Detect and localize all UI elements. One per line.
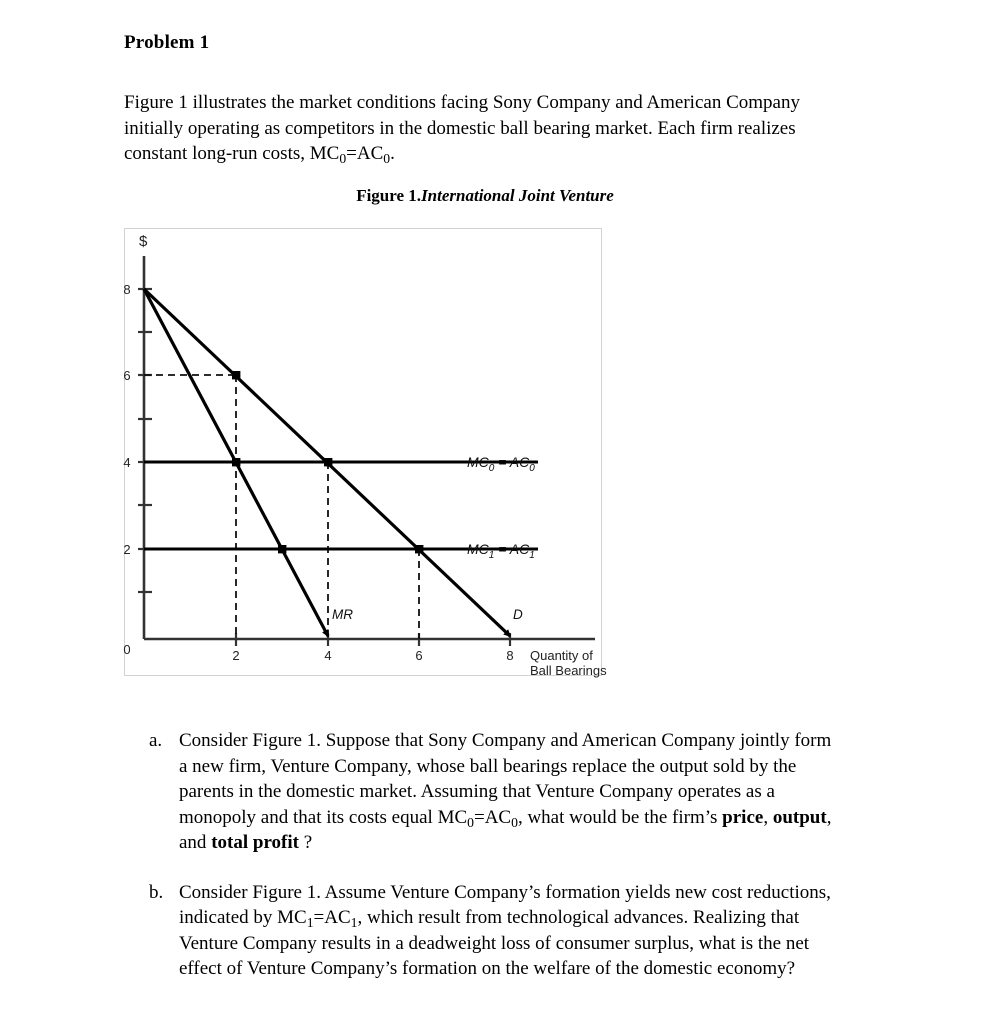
mc1-label-text: MC bbox=[467, 541, 489, 557]
data-point-2-4 bbox=[232, 458, 240, 466]
data-point-6-2 bbox=[415, 545, 423, 553]
mc0-ac0-label bbox=[467, 454, 535, 474]
y-tick-label-8: 8 bbox=[123, 282, 131, 297]
page-title: Problem 1 bbox=[124, 32, 210, 53]
ac1-label-text: AC bbox=[509, 541, 530, 557]
mc1-equals: = bbox=[494, 541, 510, 557]
guide-lines bbox=[144, 375, 419, 639]
chart-svg bbox=[123, 229, 607, 678]
mr-curve-label: MR bbox=[332, 607, 353, 622]
x-tick-label-8: 8 bbox=[506, 648, 514, 663]
term-output: output bbox=[772, 806, 827, 828]
term-price: price bbox=[722, 806, 764, 828]
intro-paragraph: Figure 1 illustrates the market conditions facing Sony Company and American Company initially operating as competitors in the domestic ball bearing market. Each firm realizes constant long-run costs, $MC_0=AC_0$. bbox=[124, 92, 800, 166]
figure-caption bbox=[124, 186, 846, 206]
figure-caption-label: Figure 1. bbox=[356, 186, 422, 205]
mc1-subscript: 1 bbox=[488, 550, 495, 561]
question-marker-a: a. bbox=[149, 730, 163, 751]
question-list bbox=[124, 728, 864, 1006]
x-axis-title-line1: Quantity of bbox=[530, 648, 593, 663]
y-tick-label-6: 6 bbox=[123, 368, 131, 383]
y-tick-label-4: 4 bbox=[123, 455, 131, 470]
ac0-label-text: AC bbox=[509, 454, 530, 470]
data-point-3-2 bbox=[278, 545, 286, 553]
y-axis-unit-label: $ bbox=[139, 233, 148, 250]
mc0-equals: = bbox=[494, 454, 510, 470]
figure-caption-title: International Joint Venture bbox=[421, 186, 614, 205]
x-tick-label-4: 4 bbox=[324, 648, 332, 663]
demand-curve-label: D bbox=[513, 607, 523, 622]
origin-label: 0 bbox=[123, 642, 131, 657]
question-item-b bbox=[124, 880, 864, 982]
x-tick-label-6: 6 bbox=[415, 648, 423, 663]
x-axis-title-line2: Ball Bearings bbox=[530, 663, 607, 678]
mc0-subscript: 0 bbox=[488, 463, 495, 474]
mc1-ac1-label bbox=[467, 541, 535, 561]
data-point-4-4 bbox=[324, 458, 332, 466]
data-point-2-6 bbox=[232, 371, 240, 379]
x-tick-label-2: 2 bbox=[232, 648, 240, 663]
term-total-profit: total profit bbox=[211, 832, 299, 853]
question-item-a bbox=[124, 728, 864, 856]
ac1-subscript: 1 bbox=[529, 550, 535, 561]
question-text-a: Consider Figure 1. Suppose that Sony Company and American Company jointly form a new firm, Venture Company, whose ball bearings replace the output sold by the parents in the domestic market. Assuming that Venture Company operates as a monopoly and that its costs equal $MC_0=AC_0$, what would be the firm’s price, output, and total profit ? bbox=[179, 730, 832, 853]
ac0-subscript: 0 bbox=[529, 463, 535, 474]
y-tick-label-2: 2 bbox=[123, 542, 131, 557]
mc0-label-text: MC bbox=[467, 454, 489, 470]
question-marker-b: b. bbox=[149, 881, 164, 903]
question-text-b: Consider Figure 1. Assume Venture Company’s formation yields new cost reductions, indicated by $MC_1=AC_1$, which result from technological advances. Realizing that Venture Company results in a deadweight loss of consumer surplus, what is the net effect of Venture Company’s formation on the welfare of the domestic economy? bbox=[179, 881, 831, 979]
figure-1-chart bbox=[123, 228, 607, 678]
